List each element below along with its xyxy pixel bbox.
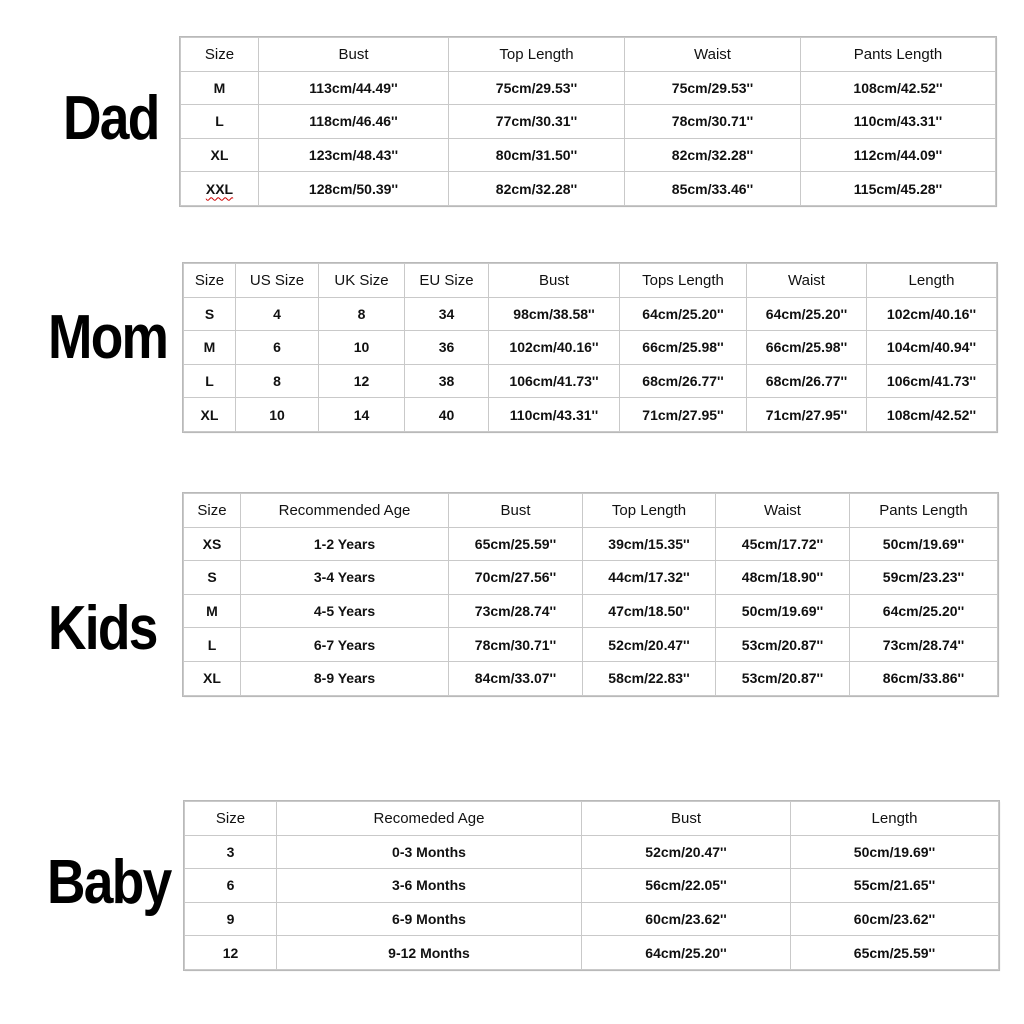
table-cell: 128cm/50.39'' [259,172,449,206]
table-cell: 53cm/20.87'' [716,628,850,662]
column-header: Bust [449,494,583,528]
table-cell: XL [184,661,241,695]
column-header: Tops Length [620,264,747,298]
table-row [184,561,998,595]
table-cell: 50cm/19.69'' [850,527,998,561]
table-cell: 104cm/40.94'' [867,331,997,365]
table-row [184,628,998,662]
column-header: Bust [489,264,620,298]
table-cell: 64cm/25.20'' [620,297,747,331]
dad-size-table [180,37,996,206]
table-cell: 68cm/26.77'' [747,364,867,398]
table-cell: M [184,331,236,365]
column-header: Waist [747,264,867,298]
table-cell: 14 [319,398,405,432]
baby-header-row [185,802,999,836]
table-cell: 38 [405,364,489,398]
table-cell: 39cm/15.35'' [583,527,716,561]
column-header: Recomeded Age [277,802,582,836]
table-row [184,331,997,365]
table-cell: 102cm/40.16'' [489,331,620,365]
table-cell: 52cm/20.47'' [583,628,716,662]
table-cell: 10 [319,331,405,365]
table-cell: 66cm/25.98'' [620,331,747,365]
table-cell: 68cm/26.77'' [620,364,747,398]
table-cell: 110cm/43.31'' [489,398,620,432]
table-row [185,869,999,903]
table-cell: 64cm/25.20'' [850,594,998,628]
table-cell: 65cm/25.59'' [449,527,583,561]
table-cell: 73cm/28.74'' [449,594,583,628]
table-row [181,105,996,139]
table-cell: XS [184,527,241,561]
table-row [184,527,998,561]
table-row [184,594,998,628]
table-cell: 80cm/31.50'' [449,138,625,172]
table-cell: 10 [236,398,319,432]
table-cell: M [181,71,259,105]
table-cell: 6 [236,331,319,365]
column-header: Waist [625,38,801,72]
mom-header-row [184,264,997,298]
table-cell: 78cm/30.71'' [625,105,801,139]
table-cell: 8 [319,297,405,331]
table-cell: 64cm/25.20'' [582,936,791,970]
column-header: Top Length [583,494,716,528]
table-row [181,138,996,172]
table-cell: 34 [405,297,489,331]
table-cell: 9 [185,902,277,936]
table-cell: 50cm/19.69'' [716,594,850,628]
baby-size-table [184,801,999,970]
kids-size-table [183,493,998,696]
baby-label: Baby [47,848,171,917]
kids-label: Kids [48,594,157,663]
table-cell: 77cm/30.31'' [449,105,625,139]
column-header: US Size [236,264,319,298]
column-header: Size [181,38,259,72]
dad-header-row [181,38,996,72]
column-header: EU Size [405,264,489,298]
table-row [184,398,997,432]
table-cell: 3-6 Months [277,869,582,903]
table-cell: 60cm/23.62'' [791,902,999,936]
table-cell: 4 [236,297,319,331]
table-cell: L [184,628,241,662]
dad-label: Dad [63,84,159,153]
table-cell: 82cm/32.28'' [449,172,625,206]
table-cell: 108cm/42.52'' [801,71,996,105]
column-header: Length [867,264,997,298]
table-cell: 6 [185,869,277,903]
table-cell: 98cm/38.58'' [489,297,620,331]
table-row [184,661,998,695]
column-header: Pants Length [801,38,996,72]
table-cell: 50cm/19.69'' [791,835,999,869]
table-cell: 12 [319,364,405,398]
table-cell: 106cm/41.73'' [867,364,997,398]
table-cell: 123cm/48.43'' [259,138,449,172]
column-header: Size [185,802,277,836]
table-cell: 71cm/27.95'' [747,398,867,432]
mom-size-table [183,263,997,432]
column-header: Bust [259,38,449,72]
table-cell: 55cm/21.65'' [791,869,999,903]
table-cell: 65cm/25.59'' [791,936,999,970]
table-cell: XXL [181,172,259,206]
table-row [181,71,996,105]
kids-header-row [184,494,998,528]
table-cell: 3-4 Years [241,561,449,595]
table-cell: 47cm/18.50'' [583,594,716,628]
table-cell: M [184,594,241,628]
table-cell: 52cm/20.47'' [582,835,791,869]
column-header: Waist [716,494,850,528]
table-cell: 102cm/40.16'' [867,297,997,331]
table-cell: 71cm/27.95'' [620,398,747,432]
table-cell: 66cm/25.98'' [747,331,867,365]
table-cell: 4-5 Years [241,594,449,628]
column-header: Size [184,264,236,298]
table-cell: 0-3 Months [277,835,582,869]
table-cell: 108cm/42.52'' [867,398,997,432]
table-cell: 6-9 Months [277,902,582,936]
table-cell: 118cm/46.46'' [259,105,449,139]
column-header: Pants Length [850,494,998,528]
table-cell: L [181,105,259,139]
table-cell: 112cm/44.09'' [801,138,996,172]
column-header: UK Size [319,264,405,298]
table-cell: S [184,297,236,331]
table-cell: 53cm/20.87'' [716,661,850,695]
table-cell: 44cm/17.32'' [583,561,716,595]
table-cell: 113cm/44.49'' [259,71,449,105]
table-cell: XL [181,138,259,172]
table-cell: 45cm/17.72'' [716,527,850,561]
column-header: Recommended Age [241,494,449,528]
column-header: Bust [582,802,791,836]
table-cell: 58cm/22.83'' [583,661,716,695]
table-cell: 59cm/23.23'' [850,561,998,595]
table-row [185,835,999,869]
table-cell: 106cm/41.73'' [489,364,620,398]
mom-label: Mom [48,303,168,372]
table-cell: 56cm/22.05'' [582,869,791,903]
table-cell: 1-2 Years [241,527,449,561]
column-header: Length [791,802,999,836]
table-cell: 75cm/29.53'' [449,71,625,105]
table-cell: 60cm/23.62'' [582,902,791,936]
table-cell: 36 [405,331,489,365]
table-cell: 73cm/28.74'' [850,628,998,662]
table-cell: 86cm/33.86'' [850,661,998,695]
table-cell: S [184,561,241,595]
table-row [185,902,999,936]
table-row [184,364,997,398]
table-cell: 70cm/27.56'' [449,561,583,595]
table-cell: XL [184,398,236,432]
table-cell: L [184,364,236,398]
table-cell: 64cm/25.20'' [747,297,867,331]
table-cell: 40 [405,398,489,432]
table-cell: 85cm/33.46'' [625,172,801,206]
table-cell: 84cm/33.07'' [449,661,583,695]
table-cell: 110cm/43.31'' [801,105,996,139]
table-cell: 82cm/32.28'' [625,138,801,172]
table-cell: 48cm/18.90'' [716,561,850,595]
table-row [184,297,997,331]
table-cell: 9-12 Months [277,936,582,970]
table-cell: 8-9 Years [241,661,449,695]
table-cell: 3 [185,835,277,869]
table-row [181,172,996,206]
table-cell: 12 [185,936,277,970]
table-cell: 6-7 Years [241,628,449,662]
column-header: Top Length [449,38,625,72]
column-header: Size [184,494,241,528]
table-row [185,936,999,970]
table-cell: 115cm/45.28'' [801,172,996,206]
table-cell: 75cm/29.53'' [625,71,801,105]
table-cell: 78cm/30.71'' [449,628,583,662]
table-cell: 8 [236,364,319,398]
